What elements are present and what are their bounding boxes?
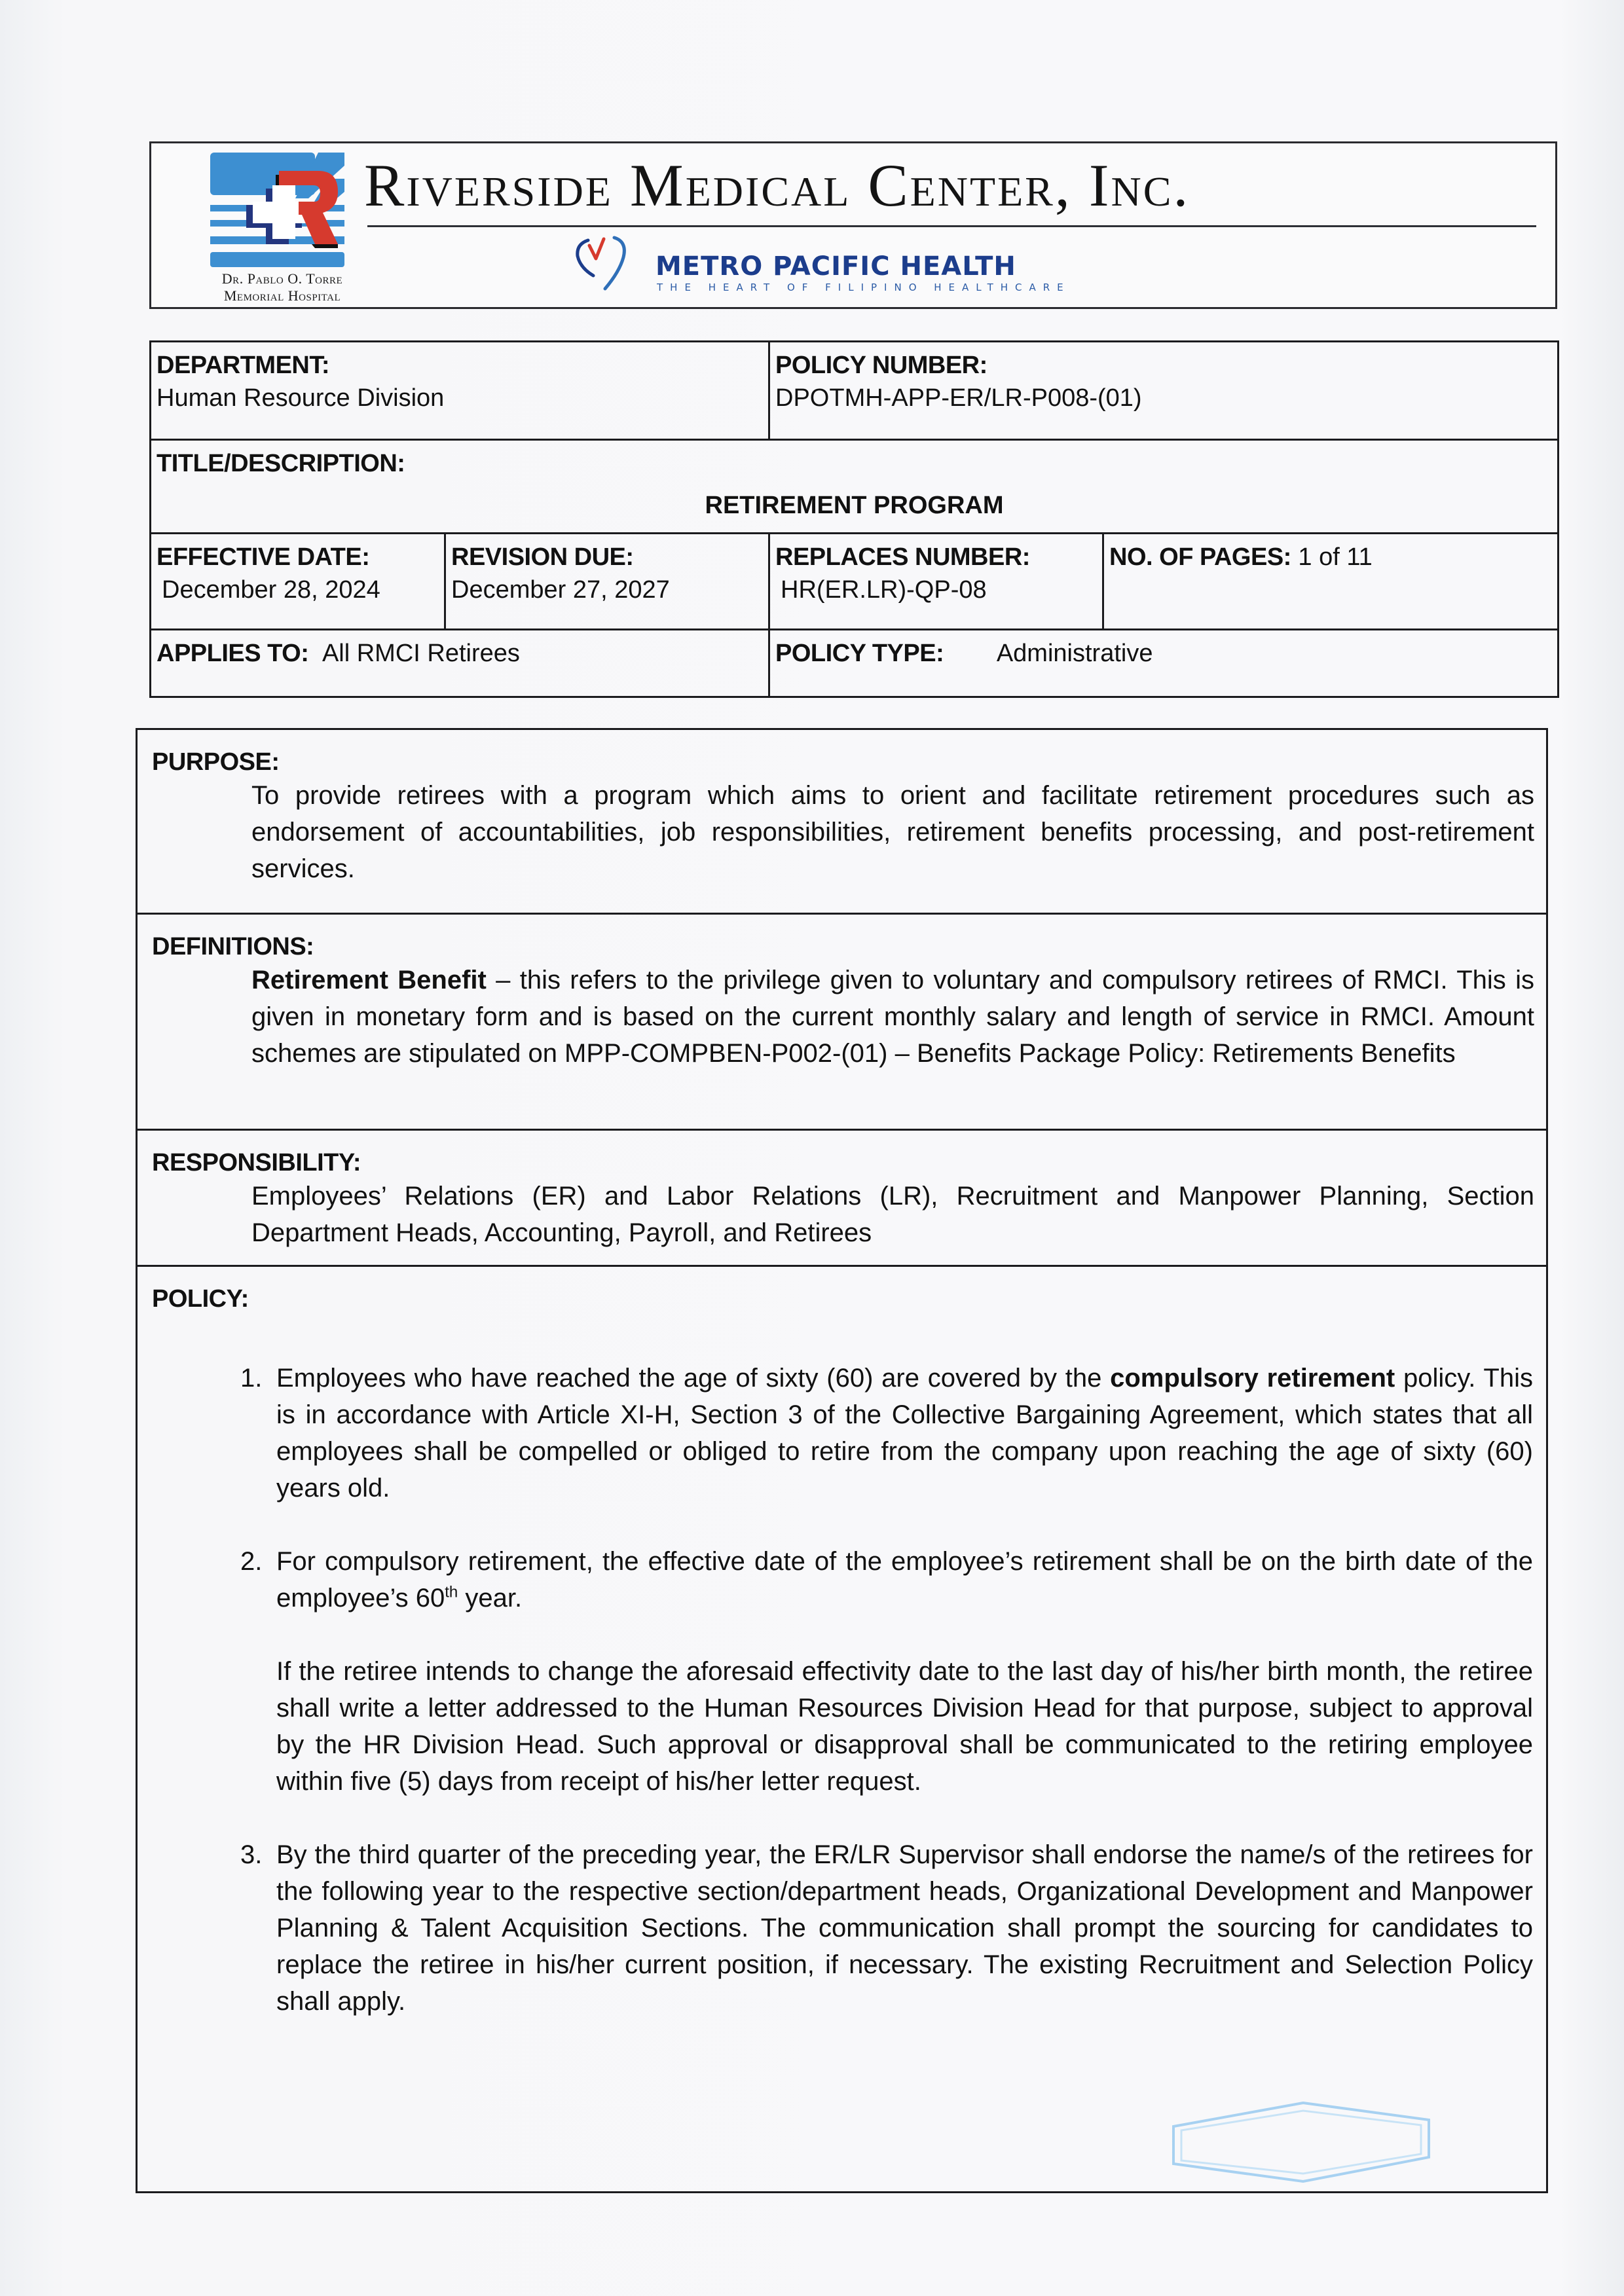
effective-date-cell [151, 534, 445, 630]
policy-item-text: Employees who have reached the age of sixty (60) are covered by the [276, 1364, 1111, 1393]
letterhead [149, 141, 1557, 309]
revision-due-label: REVISION DUE: [451, 543, 634, 571]
policy-type-label: POLICY TYPE: [775, 640, 944, 667]
hospital-caption [204, 270, 361, 304]
department-label: DEPARTMENT: [157, 352, 330, 379]
revision-due-value: December 27, 2027 [451, 576, 670, 604]
responsibility-text: Employees’ Relations (ER) and Labor Relations (LR), Recruitment and Manpower Planning, Section Department Heads, Accounting, Payroll, and Retirees [251, 1182, 1534, 1247]
meta-row-4 [151, 630, 1559, 697]
policy-body [136, 728, 1548, 2193]
hospital-caption-line2: Memorial Hospital [223, 287, 341, 304]
policy-number-cell [769, 342, 1559, 440]
pages-value: 1 of 11 [1298, 543, 1373, 571]
meta-row-2 [151, 440, 1559, 534]
applies-to-cell [151, 630, 769, 697]
document-title: RETIREMENT PROGRAM [705, 492, 1004, 519]
policy-metadata-table [149, 340, 1559, 698]
definition-retirement-benefit [251, 962, 1534, 1072]
policy-item-2 [240, 1543, 1533, 1800]
applies-to-value: All RMCI Retirees [322, 640, 520, 667]
applies-to-label: APPLIES TO: [157, 640, 309, 667]
policy-item-3 [240, 1836, 1533, 2020]
definition-text: – this refers to the privilege given to voluntary and compulsory retirees of RMCI. This is given in monetary form and is based on the current monthly salary and length of service in RMCI. Amount schemes are stipulated on MPP-COMPBEN-P002-(01) – Benefits Package Policy: Retirements Benefits [251, 966, 1535, 1068]
title-cell [151, 440, 1559, 534]
meta-row-1 [151, 342, 1559, 440]
responsibility-title: RESPONSIBILITY: [152, 1149, 361, 1176]
definitions-section [138, 915, 1546, 1131]
policy-item-1 [240, 1360, 1533, 1506]
replaces-number-label: REPLACES NUMBER: [775, 543, 1030, 571]
policy-item-text: By the third quarter of the preceding year, the ER/LR Supervisor shall endorse the name/s of the retirees for the following year to the respective section/department heads, Organizational Development and Manpower Planning & Talent Acquisition Sections. The communication shall prompt the sourcing for candidates to replace the retiree in his/her current position, if necessary. The existing Recruitment and Selection Policy shall apply. [276, 1840, 1533, 2016]
replaces-number-value: HR(ER.LR)-QP-08 [781, 576, 987, 604]
definitions-title: DEFINITIONS: [152, 933, 314, 960]
policy-item-text: policy. This is in accordance with Article XI-H, Section 3 of the Collective Bargaining Agreement, which states that all employees shall be compelled or obliged to retire from the company upon reaching the age of sixty (60) years old. [276, 1364, 1533, 1503]
heart-check-icon [574, 235, 633, 291]
policy-item-text: For compulsory retirement, the effective date of the employee’s retirement shall be on the birth date of the employee’s 60 [276, 1547, 1533, 1613]
department-cell [151, 342, 769, 440]
purpose-section [138, 730, 1546, 915]
policy-item-number: 2. [240, 1547, 263, 1576]
hospital-caption-line1: Dr. Pablo O. Torre [221, 270, 343, 287]
policy-section [138, 1267, 1546, 2069]
pages-cell [1103, 534, 1559, 630]
policy-item-number: 1. [240, 1364, 263, 1393]
policy-number-value: DPOTMH-APP-ER/LR-P008-(01) [775, 384, 1142, 412]
policy-item-emphasis: compulsory retirement [1110, 1364, 1395, 1393]
pages-label: NO. OF PAGES: [1109, 543, 1291, 571]
department-value: Human Resource Division [157, 384, 445, 412]
header-divider [367, 225, 1536, 227]
partner-name: METRO PACIFIC HEALTH [655, 251, 1016, 282]
effective-date-value: December 28, 2024 [162, 576, 380, 604]
purpose-title: PURPOSE: [152, 748, 280, 776]
title-label: TITLE/DESCRIPTION: [157, 450, 405, 477]
definition-term: Retirement Benefit [251, 966, 487, 994]
policy-type-cell [769, 630, 1559, 697]
company-name: Riverside Medical Center, Inc. [364, 152, 1190, 219]
policy-item-number: 3. [240, 1840, 263, 1869]
policy-list [152, 1360, 1533, 2020]
meta-row-3 [151, 534, 1559, 630]
hospital-logo-icon [210, 153, 344, 267]
responsibility-section [138, 1131, 1546, 1267]
policy-title: POLICY: [152, 1285, 249, 1313]
replaces-number-cell [769, 534, 1103, 630]
effective-date-label: EFFECTIVE DATE: [157, 543, 370, 571]
policy-number-label: POLICY NUMBER: [775, 352, 987, 379]
policy-item-text: year. [458, 1584, 523, 1613]
policy-item-2-subparagraph: If the retiree intends to change the aforesaid effectivity date to the last day of his/her birth month, the retiree shall write a letter addressed to the Human Resources Division Head for that purpose, subject to approval by the HR Division Head. Such approval or disapproval shall be communicated to the retiring employee within five (5) days from receipt of his/her letter request. [276, 1657, 1533, 1796]
ordinal-suffix: th [445, 1583, 458, 1601]
revision-due-cell [445, 534, 769, 630]
purpose-text: To provide retirees with a program which aims to orient and facilitate retirement procedures such as endorsement of accountabilities, job responsibilities, retirement benefits processing, and post-retirement services. [251, 781, 1534, 883]
stamp-mark [1172, 2102, 1434, 2183]
partner-tagline: THE HEART OF FILIPINO HEALTHCARE [657, 282, 1071, 293]
policy-type-value: Administrative [996, 640, 1153, 667]
